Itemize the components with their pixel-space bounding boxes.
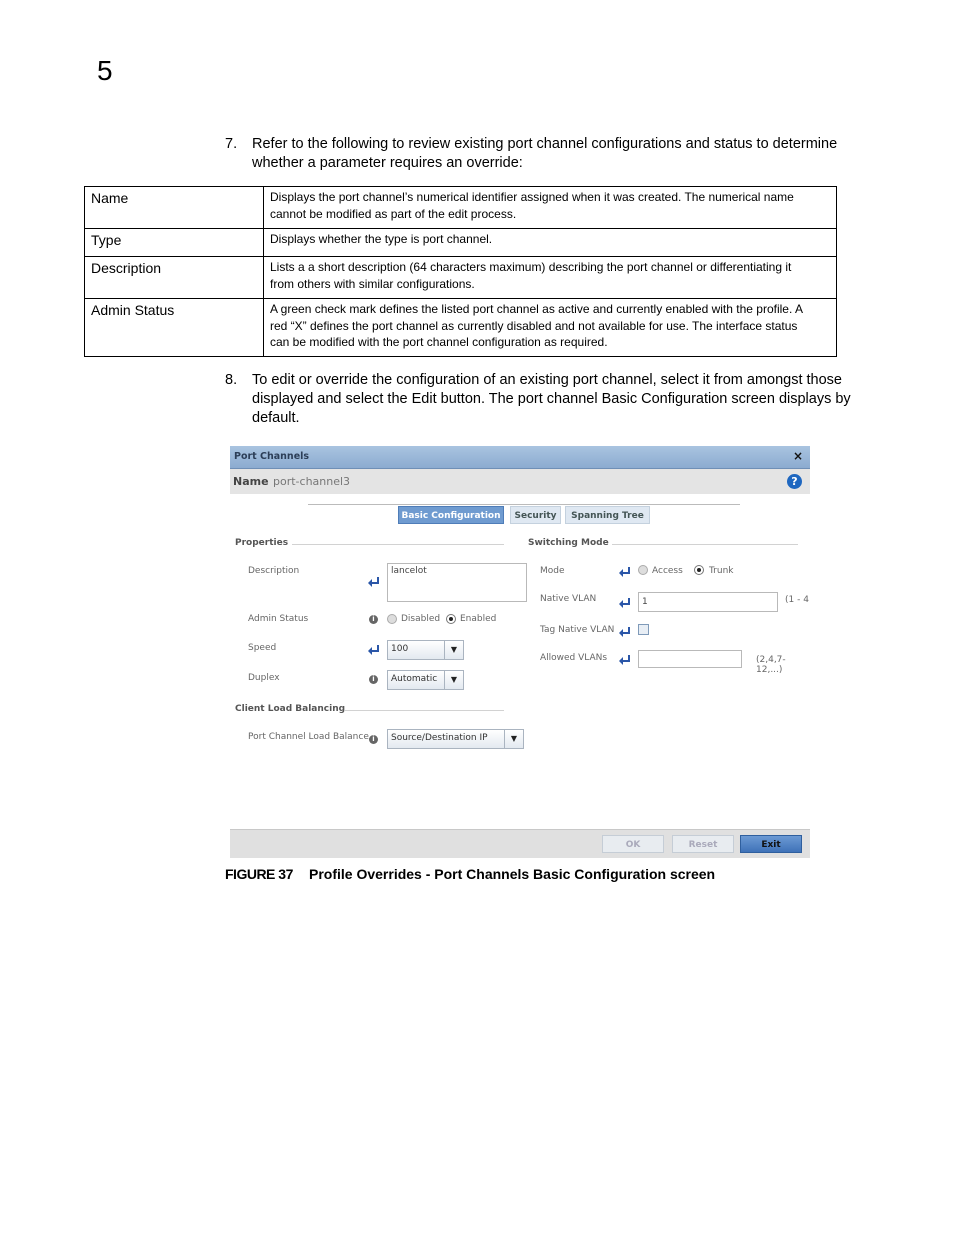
figure-label: FIGURE 37: [225, 866, 293, 882]
properties-heading: Properties: [235, 538, 289, 548]
speed-label: Speed: [248, 643, 277, 653]
mode-trunk-radio[interactable]: [694, 565, 704, 575]
definition-line: Displays the port channel’s numerical identifier assigned when it was created. The numerical name: [270, 190, 794, 204]
admin-enabled-label: Enabled: [460, 614, 497, 624]
table-term: Admin Status: [85, 299, 264, 357]
name-label: Name: [233, 475, 269, 488]
name-value: port-channel3: [273, 475, 351, 488]
step-text-line-2: whether a parameter requires an override:: [252, 155, 523, 171]
definition-line: can be modified with the port channel configuration as required.: [270, 335, 608, 349]
mode-trunk-label: Trunk: [709, 566, 734, 576]
close-icon[interactable]: ×: [792, 449, 803, 463]
table-definition: [264, 299, 837, 357]
step-text-line-1: Refer to the following to review existing port channel configurations and status to determine: [252, 136, 838, 152]
info-icon: i: [369, 615, 378, 624]
native-vlan-range: (1 - 4: [785, 595, 809, 605]
section-divider: [292, 544, 504, 545]
mode-access-radio[interactable]: [638, 565, 648, 575]
load-balance-value: Source/Destination IP: [391, 733, 488, 743]
step-text-line-2: [252, 390, 851, 409]
definition-line: A green check mark defines the listed port channel as active and currently enabled with the profile. A: [270, 302, 803, 316]
table-row: [85, 257, 837, 299]
mode-access-label: Access: [652, 566, 683, 576]
table-term: Type: [85, 229, 264, 257]
allowed-vlans-hint: (2,4,7-12,...): [756, 655, 786, 675]
chevron-down-icon: ▼: [444, 671, 463, 689]
table-term: Description: [85, 257, 264, 299]
override-pin-icon[interactable]: [367, 577, 380, 587]
table-row: [85, 299, 837, 357]
speed-select[interactable]: [387, 640, 464, 660]
text-run: displayed and select the: [252, 391, 412, 407]
override-pin-icon[interactable]: [618, 627, 631, 637]
name-bar: [230, 469, 810, 494]
ui-term-basic-configuration: Basic Configuration: [601, 391, 728, 407]
port-channel-load-balance-label: Port Channel Load Balance: [248, 732, 369, 742]
port-channels-screenshot: [230, 446, 810, 857]
client-load-balancing-heading: Client Load Balancing: [235, 704, 346, 714]
definition-line: Lists a a short description (64 characters maximum) describing the port channel or differentiating it: [270, 260, 792, 274]
admin-disabled-radio[interactable]: [387, 614, 397, 624]
table-row: [85, 229, 837, 257]
ok-button[interactable]: OK: [602, 835, 664, 853]
admin-enabled-radio[interactable]: [446, 614, 456, 624]
step-number: 8.: [225, 372, 238, 388]
override-pin-icon[interactable]: [618, 598, 631, 608]
allowed-vlans-input[interactable]: [638, 650, 742, 668]
override-pin-icon[interactable]: [367, 645, 380, 655]
dialog-title-bar: [230, 446, 810, 469]
definition-line: from others with similar configurations.: [270, 276, 475, 291]
chevron-down-icon: ▼: [504, 730, 523, 748]
admin-status-label: Admin Status: [248, 614, 309, 624]
text-run: button. The port channel: [436, 391, 602, 407]
admin-disabled-label: Disabled: [401, 614, 441, 624]
step-number: 7.: [225, 136, 238, 152]
tag-native-vlan-checkbox[interactable]: [638, 624, 649, 635]
help-icon[interactable]: ?: [787, 474, 802, 489]
native-vlan-label: Native VLAN: [540, 594, 597, 604]
speed-value: 100: [391, 644, 409, 654]
text-run: screen displays by: [727, 391, 851, 407]
info-icon: i: [369, 675, 378, 684]
section-divider: [612, 544, 798, 545]
duplex-label: Duplex: [248, 673, 280, 683]
definition-line: red “X” defines the port channel as currently disabled and not available for use. The interface status: [270, 318, 798, 333]
mode-label: Mode: [540, 566, 565, 576]
load-balance-select[interactable]: [387, 729, 524, 749]
chapter-number: 5: [97, 55, 113, 86]
dialog-title: Port Channels: [234, 451, 310, 462]
section-divider: [345, 710, 504, 711]
table-definition: [264, 257, 837, 299]
tab-basic-configuration[interactable]: Basic Configuration: [398, 506, 504, 524]
figure-title: Profile Overrides - Port Channels Basic Configuration screen: [309, 866, 716, 882]
override-pin-icon[interactable]: [618, 655, 631, 665]
allowed-vlans-label: Allowed VLANs: [540, 653, 608, 663]
ui-term-edit: Edit: [411, 391, 437, 407]
description-label: Description: [248, 566, 300, 576]
table-row: [85, 187, 837, 229]
step-text-line-3: default.: [252, 410, 300, 426]
duplex-value: Automatic: [391, 674, 438, 684]
description-input[interactable]: lancelot: [387, 563, 527, 602]
dialog-footer: [230, 829, 810, 858]
tag-native-vlan-label: Tag Native VLAN: [540, 625, 615, 635]
reset-button[interactable]: Reset: [672, 835, 734, 853]
table-definition: [264, 229, 837, 257]
exit-button[interactable]: Exit: [740, 835, 802, 853]
step-text-line-1: To edit or override the configuration of an existing port channel, select it from amongst those: [252, 372, 842, 388]
native-vlan-input[interactable]: 1: [638, 592, 778, 612]
definition-line: cannot be modified as part of the edit process.: [270, 206, 517, 221]
tab-security[interactable]: Security: [510, 506, 561, 524]
tab-spanning-tree[interactable]: Spanning Tree: [565, 506, 650, 524]
parameter-table: [84, 186, 837, 357]
info-icon: i: [369, 735, 378, 744]
figure-caption: [225, 866, 716, 882]
tabs-divider: [308, 504, 740, 505]
chevron-down-icon: ▼: [444, 641, 463, 659]
override-pin-icon[interactable]: [618, 567, 631, 577]
table-definition: [264, 187, 837, 229]
table-term: Name: [85, 187, 264, 229]
switching-mode-heading: Switching Mode: [528, 538, 609, 548]
duplex-select[interactable]: [387, 670, 464, 690]
definition-line: Displays whether the type is port channel.: [270, 232, 493, 246]
